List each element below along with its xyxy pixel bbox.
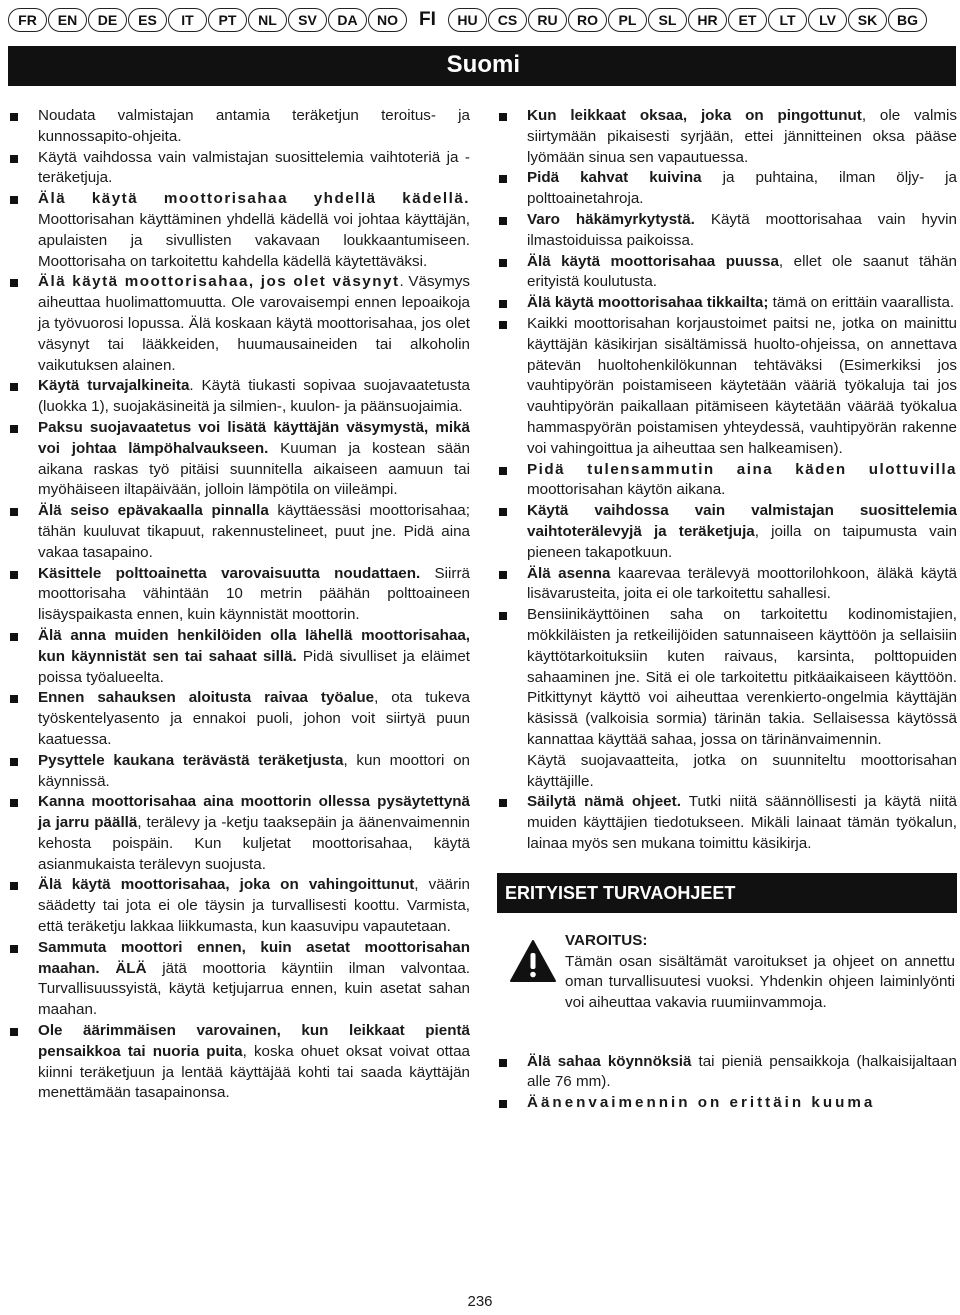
language-tab-cs[interactable]: CS [488,8,527,32]
language-tab-fr[interactable]: FR [8,8,47,32]
bullet-icon [499,113,507,121]
language-tab-de[interactable]: DE [88,8,127,32]
page-title: Suomi [8,46,956,86]
language-tab-en[interactable]: EN [48,8,87,32]
list-item: Kaikki moottorisahan korjaustoimet paitsi ne, jotka on mainittu käyttäjän käsikirjan sisältämissä huolto-ohjeissa, on annettava pätevän huoltohenkilökunnan tehtäväksi (Esimerkiksi jos vauhtipyörän poistamiseen käytetään vääriä työkaluja tai jos vauhtipyörän paikallaan pitämiseen käytetään väärää työkalua hammaspyörän poistamisen yhteydessä, vauhtipyörän rakenne voi vahingoittua ja aiheuttaa sen halkeamisen). [497,314,957,460]
list-item: Älä käytä moottorisahaa, joka on vahingoittunut, väärin säädetty tai jota ei ole täysin ja turvallisesti koottu. Varmista, että teräketju lakkaa liikkumasta, kun kaasuvipu vapautetaan. [8,875,470,937]
language-tab-da[interactable]: DA [328,8,367,32]
warning-title: VAROITUS: [565,931,648,949]
list-item: Älä käytä moottorisahaa, jos olet väsynyt. Väsymys aiheuttaa huolimattomuutta. Ole varovaisempi ennen lepoaikoja ja työvuorosi lopussa. Älä koskaan käytä moottorisahaa, jos olet väsynyt tai lääkkeiden, huumausaineiden tai alkoholin vaikutuksen alainen. [8,272,470,376]
warning-text: Tämän osan sisältämät varoitukset ja ohjeet on annettu oman turvallisuutesi vuoksi. Yhdenkin ohjeen laiminlyönti voi aiheuttaa vakavia ruumiinvammoja. [565,952,955,1012]
list-item: Älä seiso epävakaalla pinnalla käyttäessäsi moottorisahaa; tähän kuuluvat tikapuut, rakennustelineet, puut jne. Pidä aina vakaa tasapaino. [8,501,470,563]
list-item: Noudata valmistajan antamia teräketjun teroitus- ja kunnossapito-ohjeita. [8,106,470,148]
list-item-continuation: Käytä suojavaatteita, jotka on suunniteltu moottorisahan käyttäjille. [527,751,957,790]
list-item: Älä käytä moottorisahaa puussa, ellet ole saanut tähän erityistä koulutusta. [497,252,957,294]
language-tab-bg[interactable]: BG [888,8,927,32]
list-item: Pysyttele kaukana terävästä teräketjusta, kun moottori on käynnissä. [8,751,470,793]
bullet-icon [499,612,507,620]
bullet-icon [499,508,507,516]
list-item: Käsittele polttoainetta varovaisuutta noudattaen. Siirrä moottorisaha vähintään 10 metrin päähän polttoaineen lisäyspaikasta ennen, kuin käynnistät moottorin. [8,564,470,626]
bullet-icon [10,279,18,287]
language-tab-hr[interactable]: HR [688,8,727,32]
bullet-icon [10,758,18,766]
language-tab-sv[interactable]: SV [288,8,327,32]
language-tab-nl[interactable]: NL [248,8,287,32]
list-item: Varo häkämyrkytystä. Käytä moottorisahaa vain hyvin ilmastoiduissa paikoissa. [497,210,957,252]
bullet-icon [10,1028,18,1036]
list-item: Ole äärimmäisen varovainen, kun leikkaat pientä pensaikkoa tai nuoria puita, koska ohuet oksat voivat ottaa kiinni teräketjuun ja lentää käyttäjää kohti tai saada käyttäjän menettämään tasapainonsa. [8,1021,470,1104]
list-item: Pidä tulensammutin aina käden ulottuvilla moottorisahan käytön aikana. [497,460,957,502]
list-item: Ennen sahauksen aloitusta raivaa työalue, ota tukeva työskentelyasento ja ennakoi puoli, johon voit siirtyä puun kaatuessa. [8,688,470,750]
bullet-icon [499,1059,507,1067]
list-item: Käytä vaihdossa vain valmistajan suosittelemia vaihtoteriä ja -teräketjuja. [8,148,470,190]
list-item: Bensiinikäyttöinen saha on tarkoitettu kodinomistajien, mökkiläisten ja retkeilijöiden satunnaiseen käyttöön ja sellaisiin käyttötarkoituksiin kuten raivaus, karsinta, polttopuiden sahaaminen jne. Sitä ei ole tarkoitettu pitkäaikaiseen käyttöön. Pitkittynyt käyttö voi aiheuttaa verenkierto-ongelmia käyttäjän käsissä (valkoisia sormia) tärinän takia. Sellaisessa käytössä kannattaa käyttää sahaa, jossa on tärinänvaimennin. [497,605,957,751]
language-tab-pt[interactable]: PT [208,8,247,32]
list-item: Käytä turvajalkineita. Käytä tiukasti sopivaa suojavaatetusta (luokka 1), suojakäsineitä ja silmien-, kuulon- ja päänsuojaimia. [8,376,470,418]
list-item: Käytä vaihdossa vain valmistajan suosittelemia vaihtoterälevyjä ja teräketjuja, joilla on taipumusta vain pieneen takapotkuun. [497,501,957,563]
bullet-icon [499,217,507,225]
bullet-icon [10,571,18,579]
list-item: Älä käytä moottorisahaa yhdellä kädellä. Moottorisahan käyttäminen yhdellä kädellä voi johtaa käyttäjän, apulaisten ja sivullisten vakavaan loukkaantumiseen. Moottorisaha on tarkoitettu kahdella kädellä käytettäväksi. [8,189,470,272]
language-tab-lv[interactable]: LV [808,8,847,32]
language-tab-sl[interactable]: SL [648,8,687,32]
bullet-icon [10,633,18,641]
language-tab-es[interactable]: ES [128,8,167,32]
list-item: Älä sahaa köynnöksiä tai pieniä pensaikkoja (halkaisijaltaan alle 76 mm). [497,1052,957,1094]
bullet-icon [10,882,18,890]
bullet-icon [10,383,18,391]
list-item: Säilytä nämä ohjeet. Tutki niitä säännöllisesti ja käytä niitä muiden käyttäjien tiedotukseen. Mikäli lainaat tämän työkalun, lainaa myös sen mukana toimittu käsikirja. [497,792,957,854]
language-tab-lt[interactable]: LT [768,8,807,32]
bullet-icon [499,175,507,183]
bullet-icon [499,1100,507,1108]
list-item: Kanna moottorisahaa aina moottorin ollessa pysäytettynä ja jarru päällä, terälevy ja -ketju taaksepäin ja äänenvaimennin kehosta poispäin. Kun kuljetat moottorisahaa, käytä asianmukaista terälevyn suojusta. [8,792,470,875]
list-item: Pidä kahvat kuivina ja puhtaina, ilman öljy- ja polttoainetahroja. [497,168,957,210]
bullet-icon [499,571,507,579]
language-bar [8,8,956,34]
bullet-icon [499,321,507,329]
list-item: Älä anna muiden henkilöiden olla lähellä moottorisahaa, kun käynnistät sen tai sahaat sillä. Pidä sivulliset ja eläimet poissa työalueelta. [8,626,470,688]
bullet-icon [10,425,18,433]
language-tab-et[interactable]: ET [728,8,767,32]
bullet-icon [499,300,507,308]
language-tab-ru[interactable]: RU [528,8,567,32]
language-tab-ro[interactable]: RO [568,8,607,32]
bullet-icon [499,259,507,267]
section-heading: ERITYISET TURVAOHJEET [497,873,957,913]
bullet-icon [10,799,18,807]
page-number: 236 [467,1293,493,1310]
list-item: Paksu suojavaatetus voi lisätä käyttäjän väsymystä, mikä voi johtaa lämpöhalvaukseen. Kuuman ja kostean sään aikana raskas työ pitäisi suunnitella aikaiseen aamuun tai myöhäiseen iltapäivään, jolloin lämpötila on viileämpi. [8,418,470,501]
language-tab-hu[interactable]: HU [448,8,487,32]
bullet-icon [10,945,18,953]
bullet-icon [10,196,18,204]
bullet-icon [10,508,18,516]
warning-triangle-icon [509,939,557,983]
left-column [8,106,470,1104]
language-tab-no[interactable]: NO [368,8,407,32]
right-column [497,106,957,1114]
list-item: Kun leikkaat oksaa, joka on pingottunut, ole valmis siirtymään pikaisesti syrjään, ettei jännitteinen oksa pääse lyömään sinua sen vapautuessa. [497,106,957,168]
list-item: Älä käytä moottorisahaa tikkailta; tämä on erittäin vaarallista. [497,293,957,314]
language-tab-sk[interactable]: SK [848,8,887,32]
bullet-icon [499,799,507,807]
language-tab-it[interactable]: IT [168,8,207,32]
list-item: Sammuta moottori ennen, kuin asetat moottorisahan maahan. ÄLÄ jätä moottoria käyntiin ilman valvontaa. Turvallisuussyistä, käytä ketjujarrua ennen, kuin asetat sahan maahan. [8,938,470,1021]
bullet-icon [10,155,18,163]
list-item: Älä asenna kaarevaa terälevyä moottorilohkoon, äläkä käytä lisävarusteita, joita ei ole tarkoitettu sahallesi. [497,564,957,606]
language-tab-pl[interactable]: PL [608,8,647,32]
language-tab-fi[interactable]: FI [419,9,436,30]
list-item: Äänenvaimennin on erittäin kuuma [497,1093,957,1114]
bullet-icon [10,113,18,121]
warning-box [497,927,957,1052]
bullet-icon [499,467,507,475]
bullet-icon [10,695,18,703]
